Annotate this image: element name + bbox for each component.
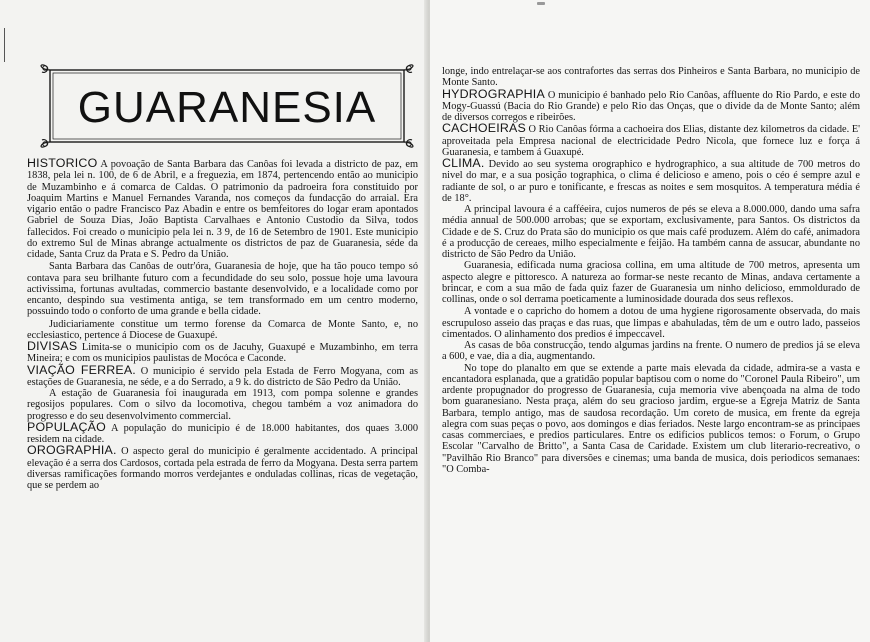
paragraph-estacao: A estação de Guaranesia foi inaugurada em 1913, com pompa solenne e grandes regosijos populares. Com o silvo da locomotiva, chegou também a voz animadora do progresso e do seu desenvolvimento commercial.: [27, 388, 418, 422]
title-frame: [36, 64, 418, 148]
heading-hydrographia: HYDROGRAPHIA: [442, 86, 545, 101]
populacao-paragraph: [27, 419, 418, 446]
paragraph-casas: As casas de bôa construcção, tendo algumas jardins na frente. O numero de predios já se eleva a 600, e vae, dia a dia, augmentando.: [442, 340, 860, 363]
page-title: GUARANESIA: [77, 83, 377, 132]
paragraph-continuation: longe, indo entrelaçar-se aos contrafortes das serras dos Pinheiros e Santa Barbara, no municipio de Monte Santo.: [442, 66, 860, 89]
right-column: [442, 66, 860, 475]
scan-edge-mark: [4, 28, 5, 62]
divisas-text: Limita-se o municipio com os de Jacuhy, Guaxupé e Muzambinho, em terra Mineira; e com os municipios paulistas de Mocóca e Caconde.: [27, 342, 418, 365]
heading-clima: CLIMA.: [442, 156, 485, 170]
left-column: [27, 158, 418, 491]
paragraph-lavoura: A principal lavoura é a cafféeira, cujos numeros de pés se eleva a 8.000.000, dando uma safra média annual de 500.000 arrobas; que se exportam, exclusivamente, para Santos. Os districtos da Cidade e de S. Cruz do Prata são do municipio os que mais café produzem. Além do café, animadora é a producção de cereaes, milho especialmente e feijão. Ha também canna de assucar, abundante no districto de São Pedro da União.: [442, 204, 860, 260]
historico-paragraph: [27, 158, 418, 260]
paragraph-edificada: Guaranesia, edificada numa graciosa collina, em uma altitude de 700 metros, apresenta um aspecto alegre e pittoresco. A natureza ao formar-se neste recanto de Minas, andava certamente a brincar, e com a sua mão de fada quiz fazer de Guaranesia um ninho delicioso, emmoldurado de collinas, onde o sol derrama poeticamente a luminosidade dourada dos seus reflexos.: [442, 260, 860, 305]
paragraph-santa-barbara: Santa Barbara das Canôas de outr'óra, Guaranesia de hoje, que ha tão pouco tempo só contava para seu brilhante futuro com a fecundidade do seu solo, possue hoje uma lavoura activissima, fortunas avultadas, commercio bastante desenvolvido, e a localidade como por encanto, despindo sua vestimenta antiga, se tem transformado em um centro moderno, possuindo todo o conforto de uma grande e bella cidade.: [27, 261, 418, 318]
hydrographia-text: O municipio é banhado pelo Rio Canôas, affluente do Rio Pardo, e este do Mogy-Guassú (Bacia do Rio Grande) e pelo Rio das Onças, que o divide da de Monte Santo; além de diversos corregos e ribeirões.: [442, 89, 860, 123]
hydrographia-paragraph: [442, 86, 860, 124]
orographia-text: O aspecto geral do municipio é geralmente accidentado. A principal elevação é a serra dos Cardosos, cortada pela estrada de ferro da Mogyana. Desta serra partem diversas ramificações formando morros verdejantes e onduladas collinas, ricas de vegetação, que se perdem ao: [27, 446, 418, 491]
heading-populacao: POPULAÇÃO: [27, 419, 106, 434]
cachoeiras-text: O Rio Canôas fórma a cachoeira dos Elias, distante dez kilometros da cidade. E' aproveitada pela Empresa nacional de electricidade Pedro Nicola, que fornece luz e força á Guaranesia, e tambem á Guaxupé.: [442, 124, 860, 158]
divisas-paragraph: [27, 341, 418, 365]
viacao-paragraph: [27, 362, 418, 389]
paragraph-judiciariamente: Judiciariamente constitue um termo forense da Comarca de Monte Santo, e, no ecclesiastico, pertence á Diocese de Guaxupé.: [27, 318, 418, 341]
paragraph-planalto: No tope do planalto em que se extende a parte mais elevada da cidade, admira-se a vasta e encantadora esplanada, que a gratidão popular baptisou com o nome do "Coronel Paula Ribeiro", um ardente propugnador do progresso de Guaranesia, cuja memoria vive abençoada na alma de todo bom guaranesiano. Nesta praça, além do seu gracioso jardim, ergue-se a Egreja Matriz de Santa Barbara, templo antigo, mas de saudosa recordação. Um coreto de musica, em frente da egreja alegra com suas peças o povo, aos domingos e dias feriados. Neste largo encontram-se as principaes casas commerciaes, e predios particulares. Entre os edificios publicos temos: o Forum, o Grupo Escolar "Carvalho de Britto", a Santa Casa de Caridade. Existem um club literario-recreativo, o "Pavilhão Rio Branco" para diversões e cinemas; uma banda de musica, dois periodicos semanaes: "O Comba-: [442, 362, 860, 475]
left-page: [0, 0, 428, 642]
paragraph-vontade: A vontade e o capricho do homem a dotou de uma hygiene rigorosamente observada, do mais escrupuloso asseio das praças e das ruas, que limpas e abahuladas, têm de um e outro lado, passeios cimentados. O alinhamento dos predios é impeccavel.: [442, 306, 860, 340]
populacao-text: A população do municipio é de 18.000 habitantes, dos quaes 3.000 residem na cidade.: [27, 422, 418, 445]
clima-paragraph: [442, 158, 860, 204]
cachoeiras-paragraph: [442, 123, 860, 158]
heading-orographia: OROGRAPHIA.: [27, 443, 117, 458]
historico-text: A povoação de Santa Barbara das Canôas foi levada a districto de paz, em 1838, pela lei n. 100, de 6 de Abril, e a freguezia, em 1874, pertencendo então ao municipio de Muzambinho e á comarca de Caldas. O patrimonio da padroeira fora constituido por Joaquim Martins e Manuel Fernandes Varanda, nos começos da fundacção do arraial. Era vigario então o padre Francisco Paz Abadin e entre os bemfeitores do logar eram apontados Gabriel de Souza Dias, João Baptista Carvalhaes e Antonio Custodio da Silva, todos fallecidos. Foi creado o municipio pela lei n. 3 9, de 16 de Setembro de 1901. Este municipio do extremo Sul de Minas abrange actualmente os districtos de paz de Guaranesia, séde da cidade, Santa Cruz da Prata e S. Pedro da União.: [27, 159, 418, 260]
orographia-paragraph: [27, 445, 418, 491]
heading-historico: HISTORICO: [27, 156, 98, 170]
right-page: [430, 0, 870, 642]
scan-top-mark: [537, 2, 545, 5]
heading-divisas: DIVISAS: [27, 339, 78, 353]
heading-cachoeiras: CACHOEIRAS: [442, 121, 526, 136]
viacao-text: O municipio é servido pela Estada de Ferro Mogyana, com as estações de Guaranesia, ne séde, e a do Serrado, a 9 k. do districto de São Pedro da União.: [27, 365, 418, 388]
heading-viacao-ferrea: VIAÇÃO FERREA.: [27, 362, 136, 377]
clima-text: Devido ao seu systema orographico e hydrographico, a sua altitude de 700 metros do nivel do mar, e a sua posição tographica, o clima é delicioso e ameno, pois o céo é sempre azul e radiante de sol, o ar puro e tonificante, e frescas as noites e sem mosquitos. A temperatura média é de 18°.: [442, 159, 860, 204]
